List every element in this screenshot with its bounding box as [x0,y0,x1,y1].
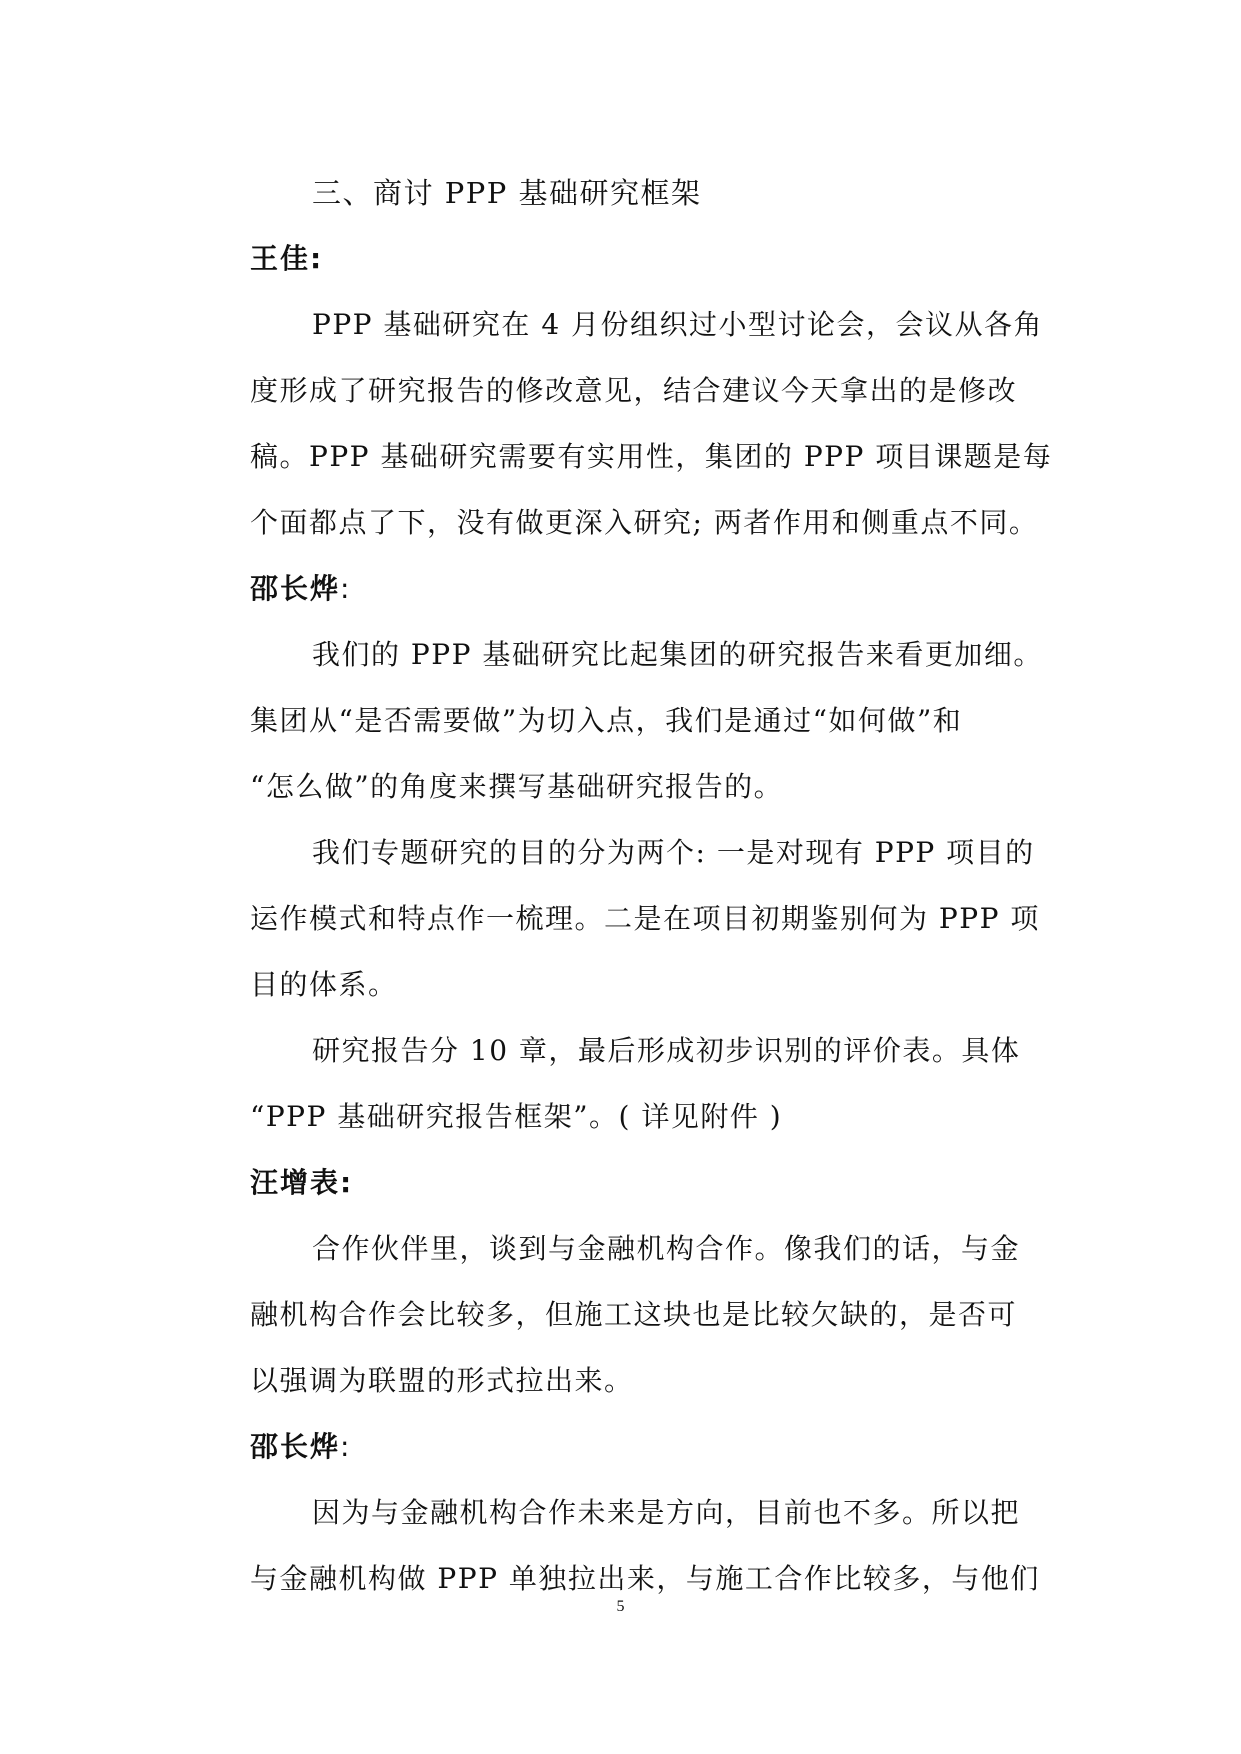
paragraph-line: 度形成了研究报告的修改意见，结合建议今天拿出的是修改 [250,374,1018,407]
paragraph-line: 集团从“是否需要做”为切入点，我们是通过“如何做”和 [250,704,963,737]
paragraph [250,622,1050,820]
paragraph-line: 运作模式和特点作一梳理。二是在项目初期鉴别何为 PPP 项 [250,902,1040,935]
paragraph-line: 目的体系。 [250,968,398,1001]
paragraph-line: 稿。PPP 基础研究需要有实用性，集团的 PPP 项目课题是每 [250,440,1053,473]
paragraph [250,1480,1050,1612]
paragraph-line: 与金融机构做 PPP 单独拉出来，与施工合作比较多，与他们 [250,1562,1040,1595]
paragraph-line: 以强调为联盟的形式拉出来。 [250,1364,634,1397]
paragraph-line: 研究报告分 10 章，最后形成初步识别的评价表。具体 [312,1034,1021,1067]
speaker-name: 邵长烨: [250,1430,352,1463]
paragraph [250,820,1050,1018]
section-heading: 三、商讨 PPP 基础研究框架 [312,176,702,210]
page-content [250,160,1053,1612]
paragraph-line: 合作伙伴里，谈到与金融机构合作。像我们的话，与金 [312,1232,1021,1265]
speaker-name: 汪增表: [250,1166,354,1199]
speaker-name: 邵长烨: [250,572,352,605]
paragraph-line: “怎么做”的角度来撰写基础研究报告的。 [250,770,784,803]
paragraph [250,292,1053,556]
paragraph-line: 融机构合作会比较多，但施工这块也是比较欠缺的，是否可 [250,1298,1018,1331]
speaker-name: 王佳: [250,242,324,275]
paragraph-line: “PPP 基础研究报告框架”。( 详见附件 ) [250,1100,783,1133]
paragraph-line: 我们专题研究的目的分为两个: 一是对现有 PPP 项目的 [312,836,1035,869]
page-number: 5 [616,1598,625,1615]
paragraph [250,1018,1050,1150]
paragraph-line: 个面都点了下，没有做更深入研究; 两者作用和侧重点不同。 [250,506,1039,539]
paragraph-line: 因为与金融机构合作未来是方向，目前也不多。所以把 [312,1496,1021,1529]
paragraph-line: 我们的 PPP 基础研究比起集团的研究报告来看更加细。 [312,638,1043,671]
paragraph-line: PPP 基础研究在 4 月份组织过小型讨论会，会议从各角 [312,308,1044,341]
paragraph [250,1216,1050,1414]
